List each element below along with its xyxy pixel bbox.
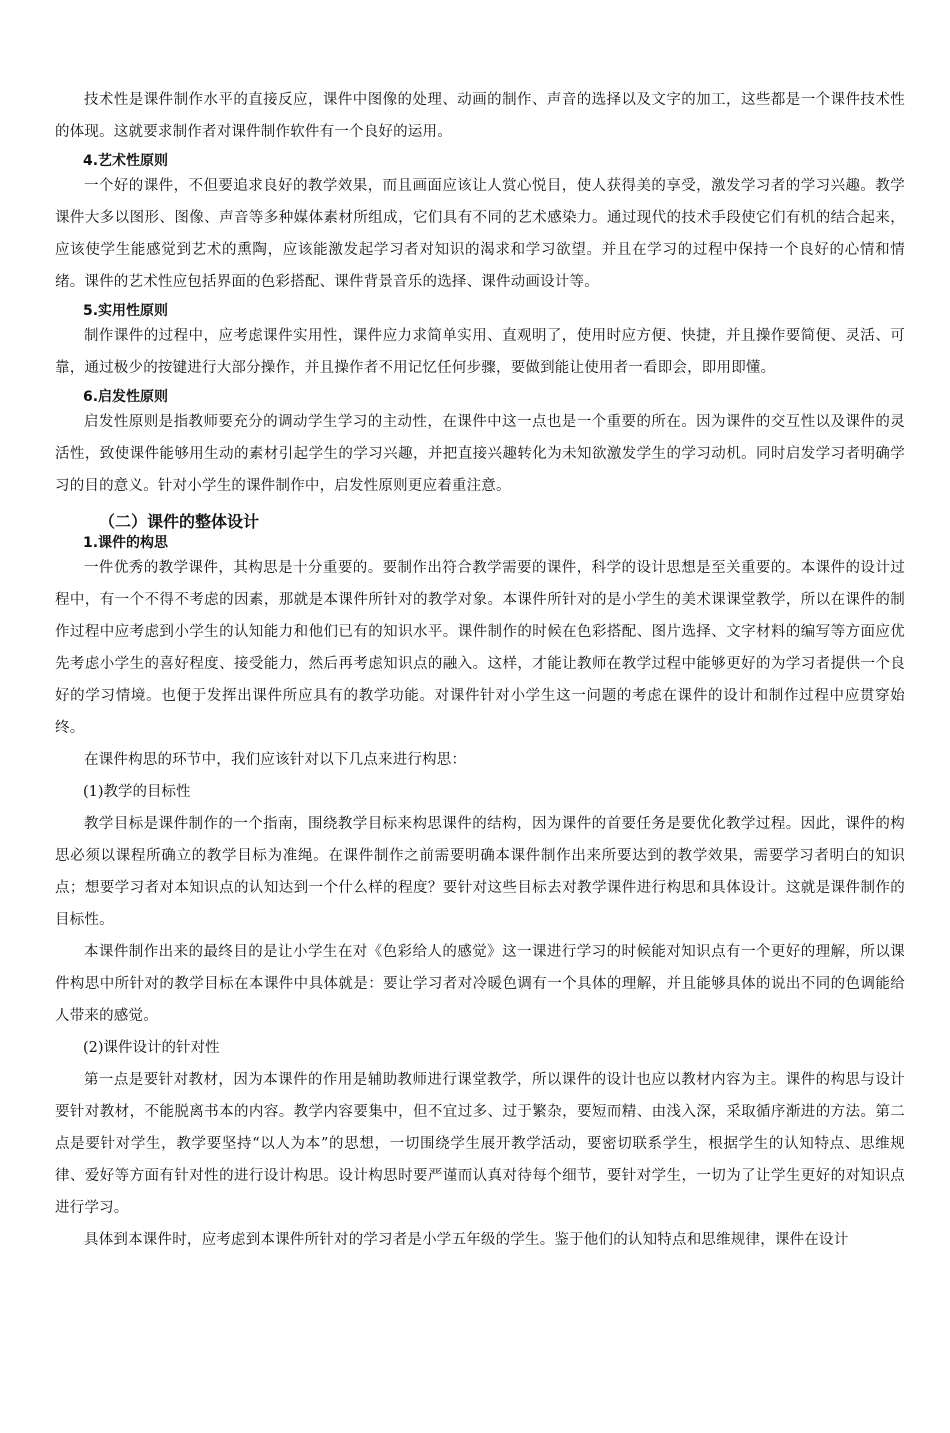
paragraph-concept: 一件优秀的教学课件，其构思是十分重要的。要制作出符合教学需要的课件，科学的设计思想是至关重要的。本课件的设计过程中，有一个不得不考虑的因素，那就是本课件所针对的教学对象。本课件所针对的是小学生的美术课课堂教学，所以在课件的制作过程中应考虑到小学生的认知能力和他们已有的知识水平。课件制作的时候在色彩搭配、图片选择、文字材料的编写等方面应优先考虑小学生的喜好程度、接受能力，然后再考虑知识点的融入。这样，才能让教师在教学过程中能够更好的为学习者提供一个良好的学习情境。也便于发挥出课件所应具有的教学功能。对课件针对小学生这一问题的考虑在课件的设计和制作过程中应贯穿始终。 [55, 560, 905, 736]
subheading-target: (2)课件设计的针对性 [83, 1040, 220, 1056]
section-heading-overall-design: （二）课件的整体设计 [99, 512, 260, 531]
document-body [55, 84, 905, 1256]
heading-practical-principle: 5.实用性原则 [83, 303, 169, 319]
paragraph-goal-2: 本课件制作出来的最终目的是让小学生在对《色彩给人的感觉》这一课进行学习的时候能对知识点有一个更好的理解，所以课件构思中所针对的教学目标在本课件中具体就是：要让学习者对冷暖色调有一个具体的理解，并且能够具体的说出不同的色调能给人带来的感觉。 [55, 944, 905, 1024]
paragraph-last: 具体到本课件时，应考虑到本课件所针对的学习者是小学五年级的学生。鉴于他们的认知特点和思维规律，课件在设计 [84, 1232, 849, 1248]
paragraph-technical: 技术性是课件制作水平的直接反应，课件中图像的处理、动画的制作、声音的选择以及文字的加工，这些都是一个课件技术性的体现。这就要求制作者对课件制作软件有一个良好的运用。 [55, 92, 905, 140]
paragraph-art: 一个好的课件，不但要追求良好的教学效果，而且画面应该让人赏心悦目，使人获得美的享受，激发学习者的学习兴趣。教学课件大多以图形、图像、声音等多种媒体素材所组成，它们具有不同的艺术感染力。通过现代的技术手段使它们有机的结合起来，应该使学生能感觉到艺术的熏陶，应该能激发起学习者对知识的渴求和学习欲望。并且在学习的过程中保持一个良好的心情和情绪。课件的艺术性应包括界面的色彩搭配、课件背景音乐的选择、课件动画设计等。 [55, 178, 905, 290]
paragraph-points: 在课件构思的环节中，我们应该针对以下几点来进行构思： [84, 752, 467, 768]
heading-art-principle: 4.艺术性原则 [83, 153, 169, 169]
subheading-goal: (1)教学的目标性 [83, 784, 191, 800]
paragraph-target: 第一点是要针对教材，因为本课件的作用是辅助教师进行课堂教学，所以课件的设计也应以教材内容为主。课件的构思与设计要针对教材，不能脱离书本的内容。教学内容要集中，但不宜过多、过于繁杂，要短而精、由浅入深，采取循序渐进的方法。第二点是要针对学生，教学要坚持“以人为本”的思想，一切围绕学生展开教学活动，要密切联系学生，根据学生的认知特点、思维规律、爱好等方面有针对性的进行设计构思。设计构思时要严谨而认真对待每个细节，要针对学生，一切为了让学生更好的对知识点进行学习。 [55, 1072, 905, 1216]
paragraph-inspire: 启发性原则是指教师要充分的调动学生学习的主动性，在课件中这一点也是一个重要的所在。因为课件的交互性以及课件的灵活性，致使课件能够用生动的素材引起学生的学习兴趣，并把直接兴趣转化为未知欲激发学生的学习动机。同时启发学习者明确学习的目的意义。针对小学生的课件制作中，启发性原则更应着重注意。 [55, 414, 905, 494]
heading-inspire-principle: 6.启发性原则 [83, 389, 169, 405]
paragraph-goal: 教学目标是课件制作的一个指南，围绕教学目标来构思课件的结构，因为课件的首要任务是要优化教学过程。因此，课件的构思必须以课程所确立的教学目标为准绳。在课件制作之前需要明确本课件制作出来所要达到的教学效果，需要学习者明白的知识点；想要学习者对本知识点的认知达到一个什么样的程度？要针对这些目标去对教学课件进行构思和具体设计。这就是课件制作的目标性。 [55, 816, 905, 928]
paragraph-practical: 制作课件的过程中，应考虑课件实用性，课件应力求简单实用、直观明了，使用时应方便、快捷，并且操作要简便、灵活、可靠，通过极少的按键进行大部分操作，并且操作者不用记忆任何步骤，要做到能让使用者一看即会，即用即懂。 [55, 328, 905, 376]
heading-concept: 1.课件的构思 [83, 535, 169, 551]
